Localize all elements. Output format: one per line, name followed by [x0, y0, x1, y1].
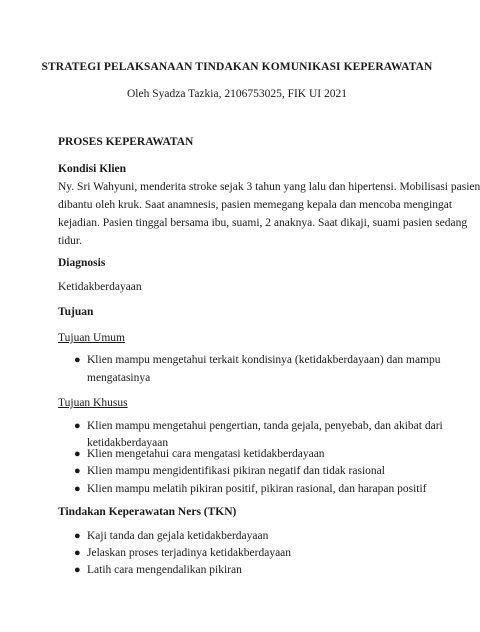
bullet-icon: ●: [74, 483, 81, 495]
kondisi-klien-line: tidur.: [58, 235, 82, 247]
kondisi-klien-line: kejadian. Pasien tinggal bersama ibu, suami, 2 anaknya. Saat dikaji, suami pasien sedang: [58, 217, 468, 229]
bullet-icon: ●: [74, 530, 81, 542]
tujuan-khusus-item-line: Klien mengetahui cara mengatasi ketidakberdayaan: [87, 448, 325, 460]
tindakan-item: Kaji tanda dan gejala ketidakberdayaan: [87, 530, 269, 542]
tujuan-umum-item-line: Klien mampu mengetahui terkait kondisinya (ketidakberdayaan) dan mampu: [87, 354, 441, 366]
tujuan-khusus-item-line: Klien mampu mengidentifikasi pikiran negatif dan tidak rasional: [87, 465, 385, 477]
tujuan-khusus-item-line: Klien mampu mengetahui pengertian, tanda gejala, penyebab, dan akibat dari: [87, 420, 443, 432]
tindakan-item: Jelaskan proses terjadinya ketidakberdayaan: [87, 547, 292, 559]
bullet-icon: ●: [74, 547, 81, 559]
section-heading: PROSES KEPERAWATAN: [58, 136, 194, 148]
kondisi-klien-line: Ny. Sri Wahyuni, menderita stroke sejak 3 tahun yang lalu dan hipertensi. Mobilisasi pasien: [58, 181, 480, 193]
tujuan-heading: Tujuan: [58, 306, 94, 318]
kondisi-klien-heading: Kondisi Klien: [58, 163, 127, 175]
diagnosis-heading: Diagnosis: [58, 257, 106, 269]
bullet-icon: ●: [74, 465, 81, 477]
document-title: STRATEGI PELAKSANAAN TINDAKAN KOMUNIKASI KEPERAWATAN: [41, 61, 433, 73]
bullet-icon: ●: [74, 354, 81, 366]
tujuan-umum-item-line: mengatasinya: [87, 372, 151, 384]
diagnosis-value: Ketidakberdayaan: [58, 281, 142, 293]
bullet-icon: ●: [74, 448, 81, 460]
tujuan-khusus-item-line: ketidakberdayaan: [87, 437, 169, 449]
kondisi-klien-line: dibantu oleh kruk. Saat anamnesis, pasien memegang kepala dan mencoba mengingat: [58, 199, 453, 211]
tujuan-umum-heading: Tujuan Umum: [58, 332, 125, 344]
tindakan-heading: Tindakan Keperawatan Ners (TKN): [58, 506, 237, 518]
tujuan-khusus-heading: Tujuan Khusus: [58, 397, 128, 409]
author-line: Oleh Syadza Tazkia, 2106753025, FIK UI 2021: [127, 88, 347, 100]
tindakan-item: Latih cara mengendalikan pikiran: [87, 564, 242, 576]
bullet-icon: ●: [74, 564, 81, 576]
tujuan-khusus-item-line: Klien mampu melatih pikiran positif, pikiran rasional, dan harapan positif: [87, 483, 427, 495]
bullet-icon: ●: [74, 420, 81, 432]
